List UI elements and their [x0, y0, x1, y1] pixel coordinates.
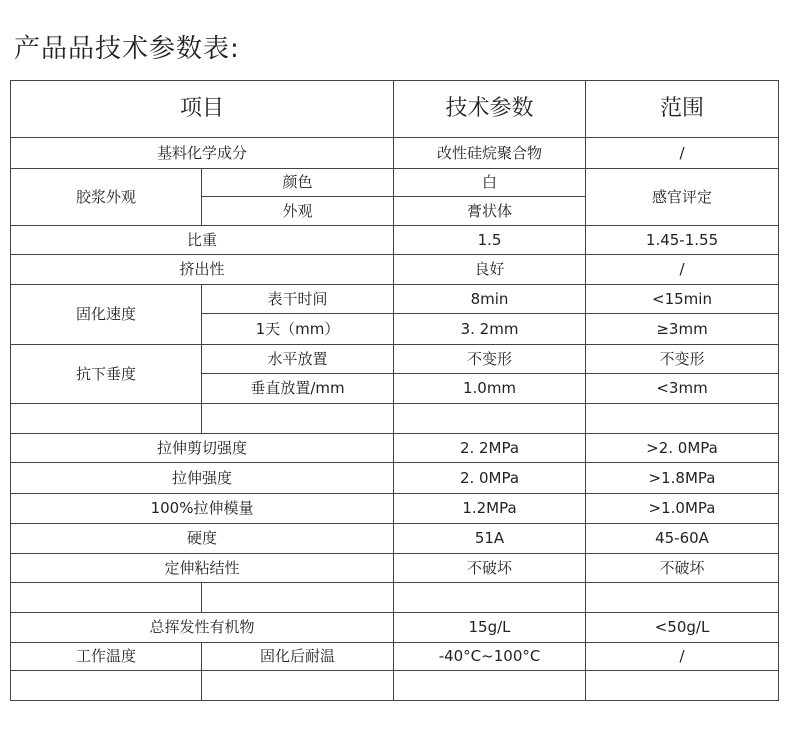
row-range: /: [586, 643, 779, 671]
table-row: [11, 494, 779, 524]
row-range: 不变形: [586, 345, 779, 374]
row-range: 45-60A: [586, 524, 779, 554]
header-range: 范围: [586, 81, 779, 138]
row-range: /: [586, 138, 779, 169]
row-range: >2. 0MPa: [586, 434, 779, 463]
row-param: 1.2MPa: [394, 494, 586, 524]
row-label: 硬度: [11, 524, 394, 554]
row-range: 1.45-1.55: [586, 226, 779, 255]
table-row: [11, 434, 779, 463]
blank-row: [11, 671, 779, 701]
table-row: [11, 643, 779, 671]
row-range: 感官评定: [586, 169, 779, 226]
row-label: 拉伸剪切强度: [11, 434, 394, 463]
row-range: /: [586, 255, 779, 285]
row-range: <3mm: [586, 374, 779, 404]
table-row: [11, 138, 779, 169]
row-sub-label: 颜色: [202, 169, 394, 197]
row-param: 不破坏: [394, 554, 586, 583]
row-param: 不变形: [394, 345, 586, 374]
table-row: [11, 463, 779, 494]
row-sub-label: 外观: [202, 197, 394, 226]
row-label: 基料化学成分: [11, 138, 394, 169]
row-label: 拉伸强度: [11, 463, 394, 494]
row-param: 8min: [394, 285, 586, 314]
row-param: 膏状体: [394, 197, 586, 226]
row-sub-label: 表干时间: [202, 285, 394, 314]
row-param: 51A: [394, 524, 586, 554]
row-label: 工作温度: [11, 643, 202, 671]
row-param: 改性硅烷聚合物: [394, 138, 586, 169]
row-param: 白: [394, 169, 586, 197]
table-row: [11, 613, 779, 643]
row-group-label: 胶浆外观: [11, 169, 202, 226]
table-row: [11, 285, 779, 314]
header-item: 项目: [11, 81, 394, 138]
table-row: [11, 226, 779, 255]
row-range: <15min: [586, 285, 779, 314]
row-sub-label: 固化后耐温: [202, 643, 394, 671]
row-sub-label: 垂直放置/mm: [202, 374, 394, 404]
table-row: [11, 255, 779, 285]
row-group-label: 抗下垂度: [11, 345, 202, 404]
row-label: 总挥发性有机物: [11, 613, 394, 643]
page-title: 产品品技术参数表:: [14, 34, 240, 64]
table-row: [11, 524, 779, 554]
row-param: 2. 0MPa: [394, 463, 586, 494]
row-label: 100%拉伸模量: [11, 494, 394, 524]
spec-table: [10, 80, 779, 701]
row-param: 15g/L: [394, 613, 586, 643]
row-range: ≥3mm: [586, 314, 779, 345]
row-range: 不破坏: [586, 554, 779, 583]
row-range: >1.0MPa: [586, 494, 779, 524]
row-sub-label: 1天（mm）: [202, 314, 394, 345]
blank-row: [11, 404, 779, 434]
table-row: [11, 345, 779, 374]
row-sub-label: 水平放置: [202, 345, 394, 374]
header-param: 技术参数: [394, 81, 586, 138]
blank-row: [11, 583, 779, 613]
row-param: 1.0mm: [394, 374, 586, 404]
row-param: 3. 2mm: [394, 314, 586, 345]
row-label: 挤出性: [11, 255, 394, 285]
row-group-label: 固化速度: [11, 285, 202, 345]
row-label: 比重: [11, 226, 394, 255]
row-label: 定伸粘结性: [11, 554, 394, 583]
table-row: [11, 169, 779, 197]
table-header-row: [11, 81, 779, 138]
row-param: 1.5: [394, 226, 586, 255]
row-range: >1.8MPa: [586, 463, 779, 494]
row-param: -40°C~100°C: [394, 643, 586, 671]
table-row: [11, 554, 779, 583]
row-param: 2. 2MPa: [394, 434, 586, 463]
row-param: 良好: [394, 255, 586, 285]
row-range: <50g/L: [586, 613, 779, 643]
